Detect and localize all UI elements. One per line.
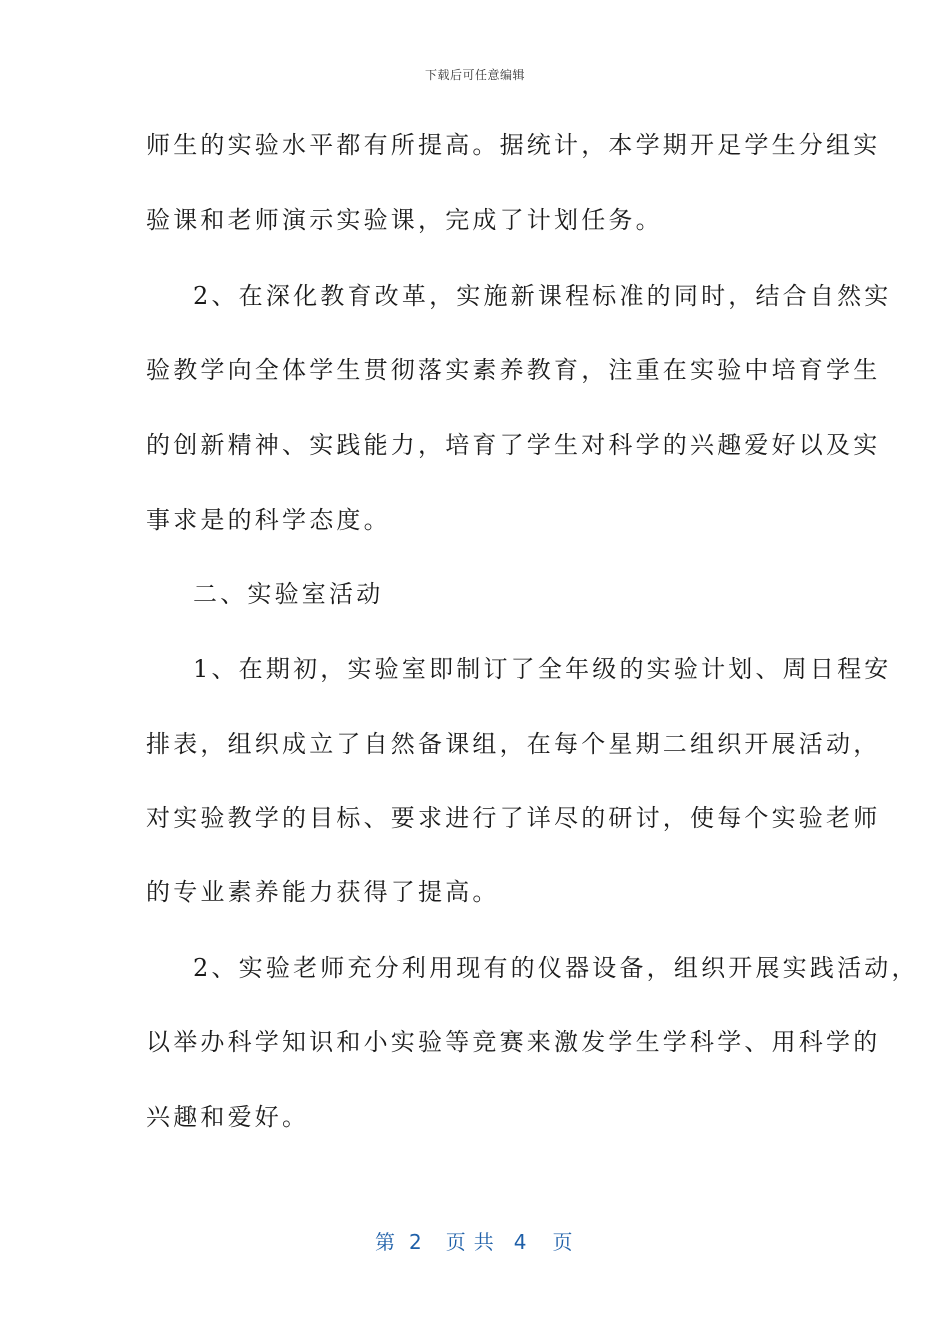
body-line: 事求是的科学态度。 <box>146 506 391 534</box>
body-line: 2、在深化教育改革，实施新课程标准的同时，结合自然实 <box>193 282 892 310</box>
page-number-footer <box>375 1226 572 1255</box>
body-line: 以举办科学知识和小实验等竞赛来激发学生学科学、用科学的 <box>146 1028 881 1056</box>
body-line: 对实验教学的目标、要求进行了详尽的研讨，使每个实验老师 <box>146 804 881 832</box>
page-header-note: 下载后可任意编辑 <box>424 68 525 82</box>
footer-label-end: 页 <box>552 1230 573 1254</box>
footer-current-page: 2 <box>408 1230 422 1254</box>
section-heading: 二、实验室活动 <box>193 580 384 608</box>
body-line: 的专业素养能力获得了提高。 <box>146 878 500 906</box>
body-line: 兴趣和爱好。 <box>146 1103 310 1131</box>
body-line: 1、在期初，实验室即制订了全年级的实验计划、周日程安 <box>193 655 892 683</box>
footer-total-pages: 4 <box>513 1230 527 1254</box>
body-line: 验教学向全体学生贯彻落实素养教育，注重在实验中培育学生 <box>146 356 881 384</box>
body-line: 的创新精神、实践能力，培育了学生对科学的兴趣爱好以及实 <box>146 431 881 459</box>
body-line: 排表，组织成立了自然备课组，在每个星期二组织开展活动， <box>146 730 881 758</box>
body-line: 2、实验老师充分利用现有的仪器设备，组织开展实践活动， <box>193 954 919 982</box>
footer-label-total: 页共 <box>445 1230 502 1254</box>
body-line: 验课和老师演示实验课，完成了计划任务。 <box>146 206 663 234</box>
footer-label-page: 第 <box>375 1230 395 1254</box>
body-line: 师生的实验水平都有所提高。据统计，本学期开足学生分组实 <box>146 131 881 159</box>
